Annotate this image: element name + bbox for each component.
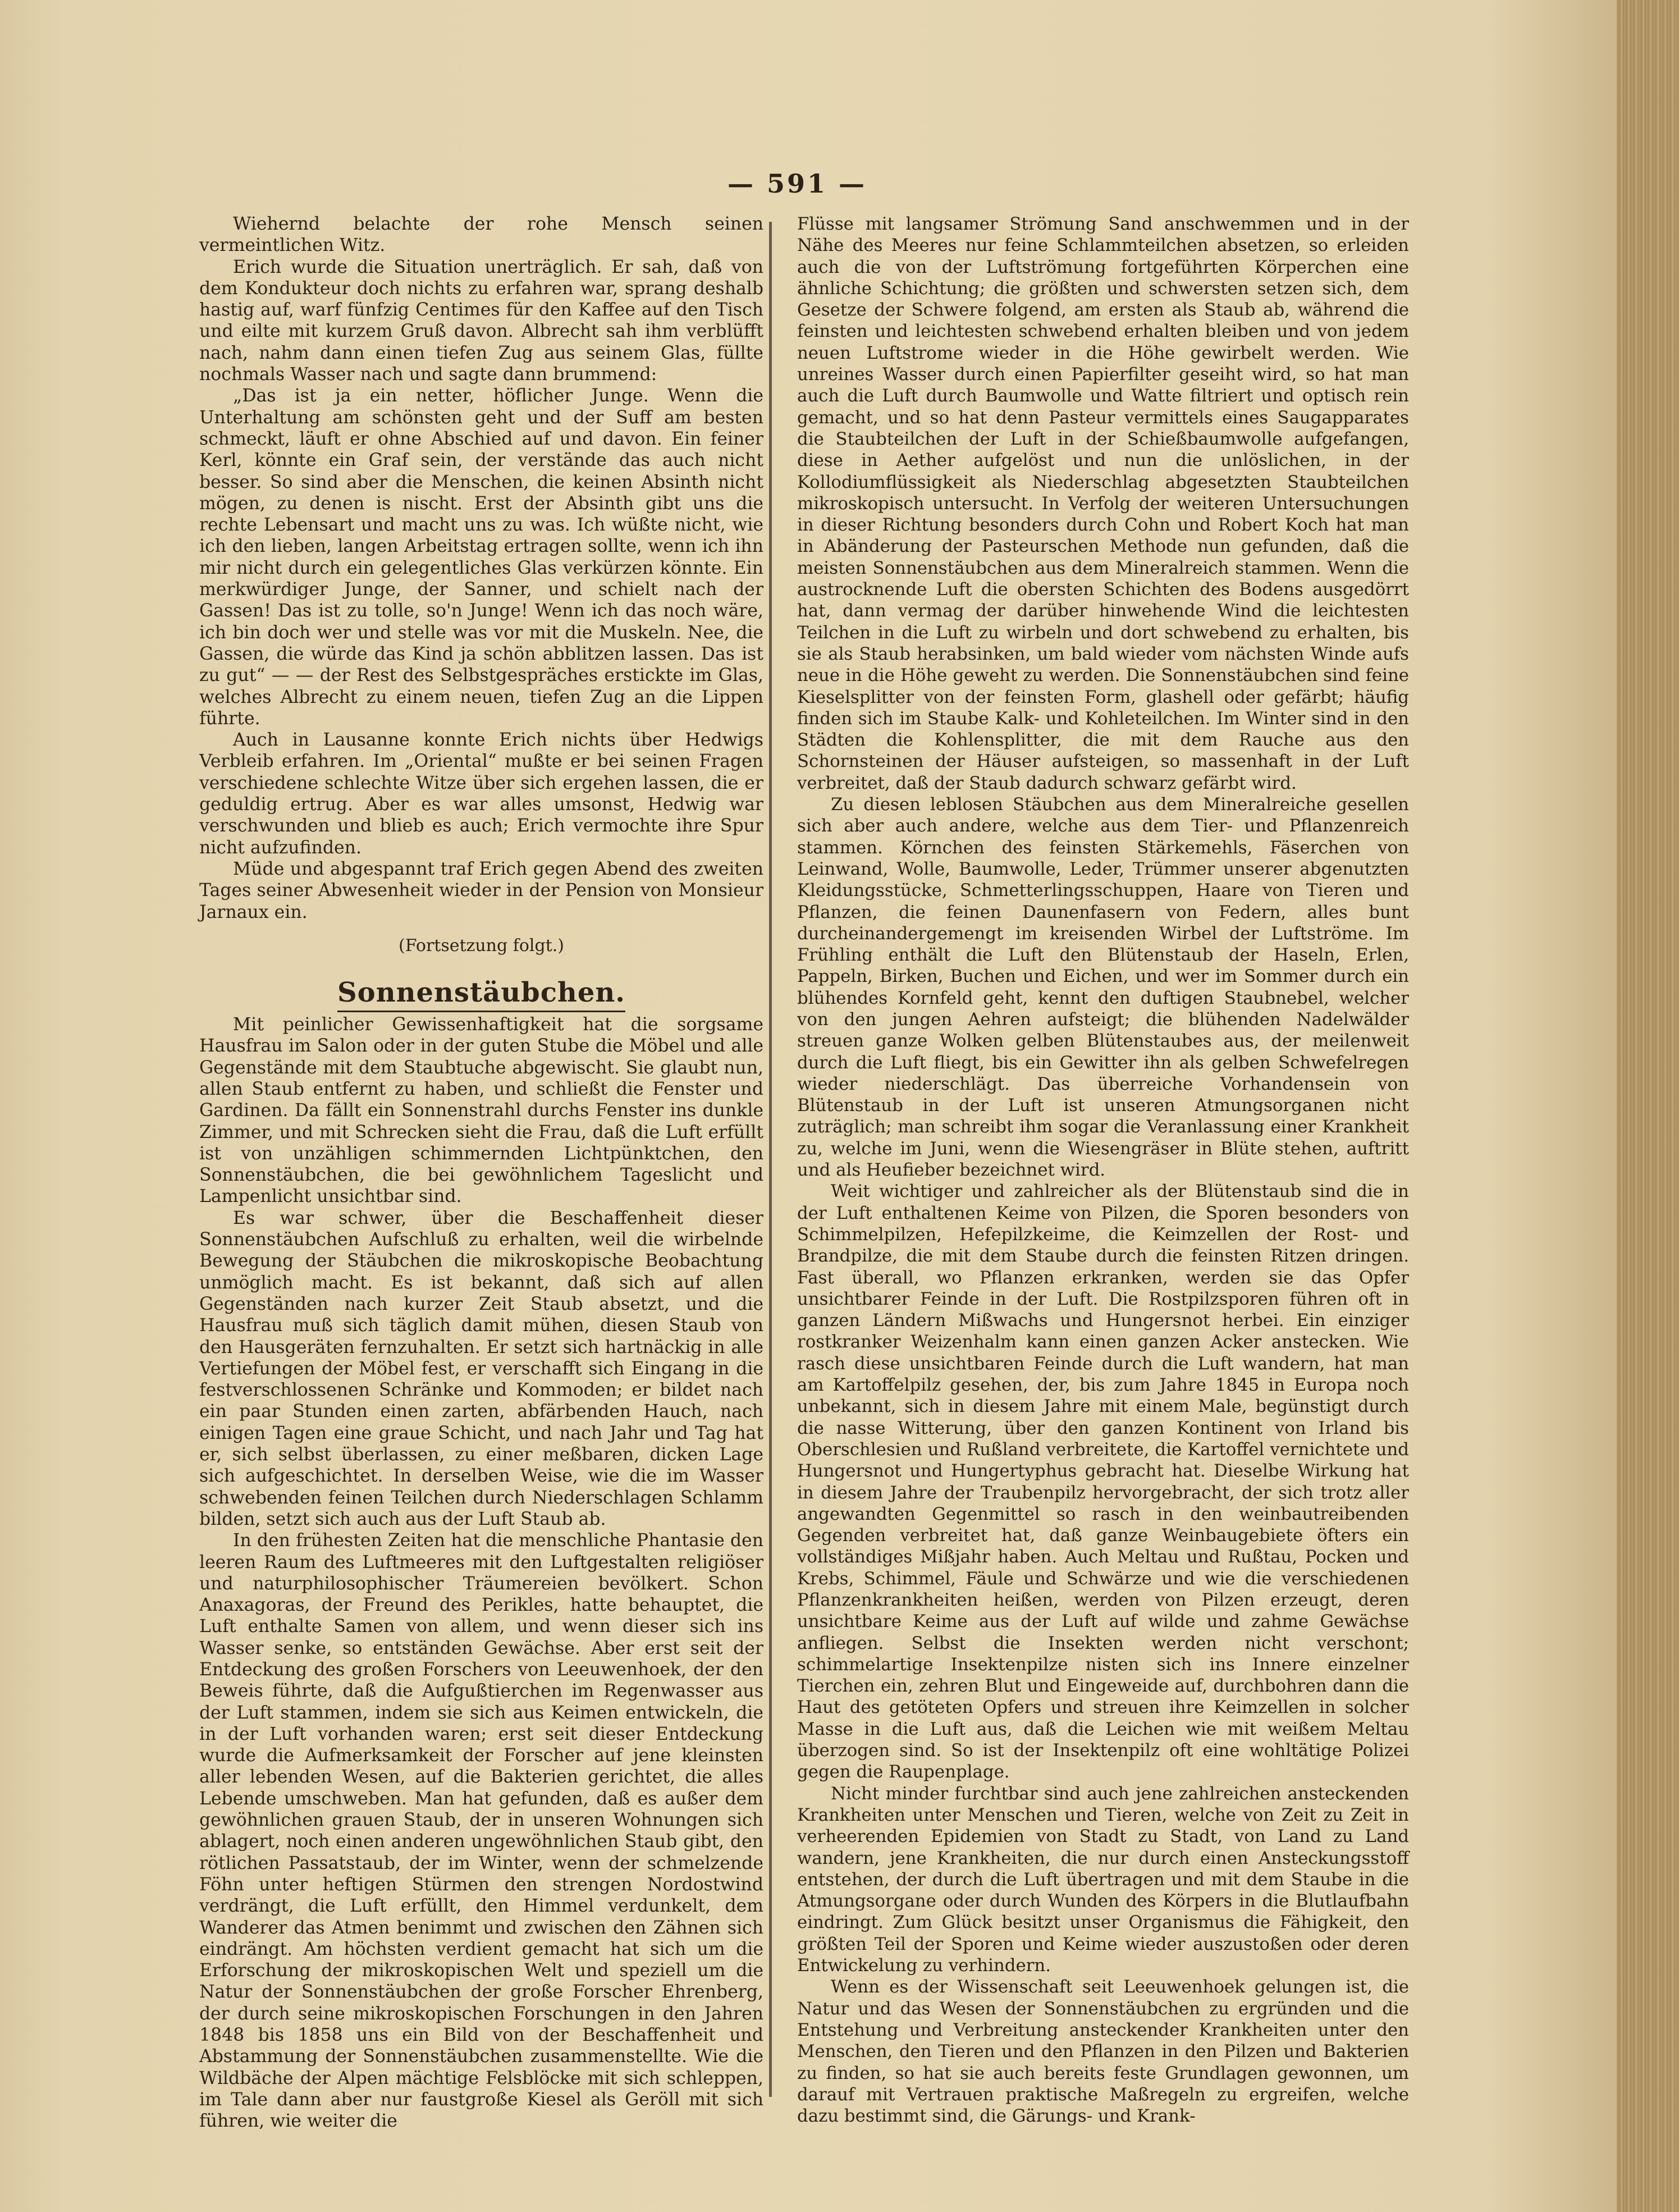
article-paragraph-1: Mit peinlicher Gewissenhaftigkeit hat die sorgsame Hausfrau im Salon oder in der guten Stube die Möbel und alle Gegenstände mit dem Staubtuche abgewischt. Sie glaubt nun, allen Staub entfernt zu haben, und schließt die Fenster und Gardinen. Da fällt ein Sonnenstrahl durchs Fenster ins dunkle Zimmer, und mit Schrecken sieht die Frau, daß die Luft erfüllt ist von unzähligen schimmernden Lichtpünktchen, den Sonnenstäubchen, die bei gewöhnlichem Tageslicht und Lampenlicht unsichtbar sind. — [199, 1014, 763, 1207]
article-paragraph-3: In den frühesten Zeiten hat die menschliche Phantasie den leeren Raum des Luftmeeres mit den Luftgestalten religiöser und naturphilosophischer Träumereien bevölkert. Schon Anaxagoras, der Freund des Perikles, hatte behauptet, die Luft enthalte Samen von allem, und wenn dieser sich ins Wasser senke, so entständen Gewächse. Aber erst seit der Entdeckung des großen Forschers von Leeuwenhoek, der den Beweis führte, daß die Aufgußtierchen im Regenwasser aus der Luft stammen, indem sie sich aus Keimen entwickeln, die in der Luft vorhanden waren; erst seit dieser Entdeckung wurde die Aufmerksamkeit der Forscher auf jene kleinsten aller lebenden Wesen, auf die Bakterien gerichtet, die alles Lebende umschweben. Man hat gefunden, daß es außer dem gewöhnlichen grauen Staub, der in unseren Wohnungen sich ablagert, noch einen anderen ungewöhnlichen Staub gibt, den rötlichen Passatstaub, der im Winter, wenn der schmelzende Föhn unter heftigen Stürmen den strengen Nordostwind verdrängt, die Luft erfüllt, den Himmel verdunkelt, dem Wanderer das Atmen benimmt und zwischen den Zähnen sich eindrängt. Am höchsten verdient gemacht hat sich um die Erforschung der mikroskopischen Welt und speziell um die Natur der Sonnenstäubchen der große Forscher Ehrenberg, der durch seine mikroskopischen Forschungen in den Jahren 1848 bis 1858 uns ein Bild von der Beschaffenheit und Abstammung der Sonnenstäubchen zusammenstellte. Wie die Wildbäche der Alpen mächtige Felsblöcke mit sich schleppen, im Tale dann aber nur faustgroße Kiesel als Geröll mit sich führen, wie weiter die — [199, 1530, 763, 2132]
right-paragraph-4: Nicht minder furchtbar sind auch jene zahlreichen ansteckenden Krankheiten unter Menschen und Tieren, welche von Zeit zu Zeit in verheerenden Epidemien von Stadt zu Stadt, von Land zu Land wandern, jene Krankheiten, die nur durch einen Ansteckungsstoff entstehen, der durch die Luft übertragen und mit dem Staube in die Atmungsorgane oder durch Wunden des Körpers in die Blutlaufbahn eindringt. Zum Glück besitzt unser Organismus die Fähigkeit, den größten Teil der Sporen und Keime wieder auszustoßen oder deren Entwickelung zu verhindern. — [797, 1783, 1409, 1976]
right-column — [797, 213, 1409, 2127]
story-paragraph-3: „Das ist ja ein netter, höflicher Junge. Wenn die Unterhaltung am schönsten geht und der Suff am besten schmeckt, läuft er ohne Abschied auf und davon. Ein feiner Kerl, könnte ein Graf sein, der verstände das auch nicht besser. So sind aber die Menschen, die keinen Absinth nicht mögen, zu denen is nischt. Erst der Absinth gibt uns die rechte Lebensart und macht uns zu was. Ich wüßte nicht, wie ich den lieben, langen Arbeitstag ertragen sollte, wenn ich ihn mir nicht durch ein gelegentliches Glas verkürzen könnte. Ein merkwürdiger Junge, der Sanner, und schielt nach der Gassen! Das ist zu tolle, so'n Junge! Wenn ich das noch wäre, ich bin doch wer und stelle was vor mit die Muskeln. Nee, die Gassen, die würde das Kind ja schön abblitzen lassen. Das ist zu gut“ — — der Rest des Selbstgespräches erstickte im Glas, welches Albrecht zu einem neuen, tiefen Zug an die Lippen führte. — [199, 386, 763, 729]
story-paragraph-1: Wiehernd belachte der rohe Mensch seinen vermeintlichen Witz. — [199, 214, 763, 256]
article-title-text: Sonnenstäubchen. — [337, 977, 625, 1012]
article-paragraph-2: Es war schwer, über die Beschaffenheit dieser Sonnenstäubchen Aufschluß zu erhalten, weil die wirbelnde Bewegung der Stäubchen die mikroskopische Beobachtung unmöglich macht. Es ist bekannt, daß sich auf allen Gegenständen nach kurzer Zeit Staub absetzt, und die Hausfrau muß sich täglich damit mühen, diesen Staub von den Hausgeräten fernzuhalten. Er setzt sich hartnäckig in alle Vertiefungen der Möbel fest, er verschafft sich Eingang in die festverschlossenen Schränke und Kommoden; er bildet nach ein paar Stunden einen zarten, abfärbenden Hauch, nach einigen Tagen eine graue Schicht, und nach Jahr und Tag hat er, sich selbst überlassen, zu einer meßbaren, dicken Lage sich aufgeschichtet. In derselben Weise, wie die im Wasser schwebenden feinen Teilchen durch Niederschlagen Schlamm bilden, setzt sich auch aus der Luft Staub ab. — [199, 1208, 763, 1529]
right-paragraph-5: Wenn es der Wissenschaft seit Leeuwenhoek gelungen ist, die Natur und das Wesen der Sonnenstäubchen zu ergründen und die Entstehung und Verbreitung ansteckender Krankheiten unter den Menschen, den Tieren und den Pflanzen in den Pilzen und Bakterien zu finden, so hat sie auch bereits feste Grundlagen gewonnen, um darauf mit Vertrauen praktische Maßregeln zu ergreifen, welche dazu bestimmt sind, die Gärungs- und Krank- — [797, 1977, 1409, 2127]
story-paragraph-4: Auch in Lausanne konnte Erich nichts über Hedwigs Verbleib erfahren. Im „Oriental“ mußte er bei seinen Fragen verschiedene schlechte Witze über sich ergehen lassen, die er geduldig ertrug. Aber es war alles umsonst, Hedwig war verschwunden und blieb es auch; Erich vermochte ihre Spur nicht aufzufinden. — [199, 730, 763, 858]
continuation-note: (Fortsetzung folgt.) — [399, 935, 564, 956]
page-number: — 591 — — [727, 168, 867, 199]
story-paragraph-5: Müde und abgespannt traf Erich gegen Abend des zweiten Tages seiner Abwesenheit wieder in der Pension von Monsieur Jarnaux ein. — [199, 858, 763, 922]
article-title — [199, 977, 763, 1008]
right-paragraph-2: Zu diesen leblosen Stäubchen aus dem Mineralreiche gesellen sich aber auch andere, welche aus dem Tier- und Pflanzenreich stammen. Körnchen des feinsten Stärkemehls, Fäserchen von Leinwand, Wolle, Baumwolle, Leder, Trümmer unserer abgenutzten Kleidungsstücke, Schmetterlingsschuppen, Haare von Tieren und Pflanzen, die feinen Daunenfasern von Federn, alles bunt durcheinandergemengt im kreisenden Wirbel der Luftströme. Im Frühling enthält die Luft den Blütenstaub der Haseln, Erlen, Pappeln, Birken, Buchen und Eichen, und wer im Sommer durch ein blühendes Kornfeld geht, kennt den duftigen Staubnebel, welcher von den jungen Aehren aufsteigt; die blühenden Nadelwälder streuen ganze Wolken gelben Blütenstaubes aus, der meilenweit durch die Luft fliegt, bis ein Gewitter ihn als gelben Schwefelregen wieder niederschlägt. Das überreiche Vorhandensein von Blütenstaub in der Luft ist unseren Atmungsorganen nicht zuträglich; man schreibt ihm sogar die Veranlassung einer Krankheit zu, welche im Juni, wenn die Wiesengräser in Blüte stehen, auftritt und als Heufieber bezeichnet wird. — [797, 794, 1409, 1181]
book-page-edges — [1617, 0, 1679, 2212]
right-paragraph-3: Weit wichtiger und zahlreicher als der Blütenstaub sind die in der Luft enthaltenen Keime von Pilzen, die Sporen besonders von Schimmelpilzen, Hefepilzkeime, die Keimzellen der Rost- und Brandpilze, die mit dem Staube durch die feinsten Ritzen dringen. Fast überall, wo Pflanzen erkranken, werden sie das Opfer unsichtbarer Feinde in der Luft. Die Rostpilzsporen führen oft in ganzen Ländern Mißwachs und Hungersnot herbei. Ein einziger rostkranker Weizenhalm kann einen ganzen Acker anstecken. Wie rasch diese unsichtbaren Feinde durch die Luft wandern, hat man am Kartoffelpilz gesehen, der, bis zum Jahre 1845 in Europa noch unbekannt, sich in diesem Jahre mit einem Male, begünstigt durch die nasse Witterung, über den ganzen Kontinent von Irland bis Oberschlesien und Rußland verbreitete, die Kartoffel vernichtete und Hungersnot und Hungertyphus gebracht hat. Dieselbe Wirkung hat in diesem Jahre der Traubenpilz hervorgebracht, der sich trotz aller angewandten Gegenmittel so rasch in den weinbautreibenden Gegenden verbreitet hat, daß ganze Weinbaugebiete öfters ein vollständiges Mißjahr haben. Auch Meltau und Rußtau, Pocken und Krebs, Schimmel, Fäule und Schwärze und wie die verschiedenen Pflanzenkrankheiten heißen, werden von Pilzen erzeugt, deren unsichtbare Keime aus der Luft auf wilde und zahme Gewächse anfliegen. Selbst die Insekten werden nicht verschont; schimmelartige Insektenpilze nisten sich ins Innere einzelner Tierchen ein, zehren Blut und Eingeweide auf, durchbohren dann die Haut des getöteten Opfers und streuen ihre Keimzellen in solcher Masse in die Luft aus, daß die Leichen wie mit weißem Meltau überzogen sind. So ist der Insektenpilz oft eine wohltätige Polizei gegen die Raupenplage. — [797, 1181, 1409, 1783]
story-paragraph-2: Erich wurde die Situation unerträglich. Er sah, daß von dem Kondukteur doch nichts zu erfahren war, sprang deshalb hastig auf, warf fünfzig Centimes für den Kaffee auf den Tisch und eilte mit kurzem Gruß davon. Albrecht sah ihm verblüfft nach, nahm dann einen tiefen Zug aus seinem Glas, füllte nochmals Wasser nach und sagte dann brummend: — [199, 257, 763, 385]
right-paragraph-1: Flüsse mit langsamer Strömung Sand anschwemmen und in der Nähe des Meeres nur feine Schlammteilchen absetzen, so erleiden auch die von der Luftströmung fortgeführten Körperchen eine ähnliche Schichtung; die größten und schwersten setzen sich, dem Gesetze der Schwere folgend, am ersten als Staub ab, während die feinsten und leichtesten schwebend erhalten bleiben und von jedem neuen Luftstrome wieder in die Höhe gewirbelt werden. Wie unreines Wasser durch einen Papierfilter geseiht wird, so hat man auch die Luft durch Baumwolle und Watte filtriert und optisch rein gemacht, und so hat denn Pasteur vermittels eines Saugapparates die Staubteilchen der Luft in der Schießbaumwolle aufgefangen, diese in Aether aufgelöst und nun die unlöslichen, in der Kollodiumflüssigkeit als Niederschlag abgesetzten Staubteilchen mikroskopisch untersucht. In Verfolg der weiteren Untersuchungen in dieser Richtung besonders durch Cohn und Robert Koch hat man in Abänderung der Pasteurschen Methode nun gefunden, daß die meisten Sonnenstäubchen aus dem Mineralreich stammen. Wenn die austrocknende Luft die obersten Schichten des Bodens ausgedörrt hat, dann vermag der darüber hinwehende Wind die leichtesten Teilchen in die Luft zu wirbeln und dort schwebend zu erhalten, bis sie als Staub herabsinken, um bald wieder vom nächsten Winde aufs neue in die Höhe geweht zu werden. Die Sonnenstäubchen sind feine Kieselsplitter von der feinsten Form, glashell oder gefärbt; häufig finden sich im Staube Kalk- und Kohleteilchen. Im Winter sind in den Städten die Kohlensplitter, die mit dem Rauche aus den Schornsteinen der Häuser aufsteigen, so massenhaft in der Luft verbreitet, daß der Staub dadurch schwarz gefärbt wird. — [797, 214, 1409, 793]
left-column — [199, 213, 763, 2132]
column-divider — [769, 222, 772, 2097]
